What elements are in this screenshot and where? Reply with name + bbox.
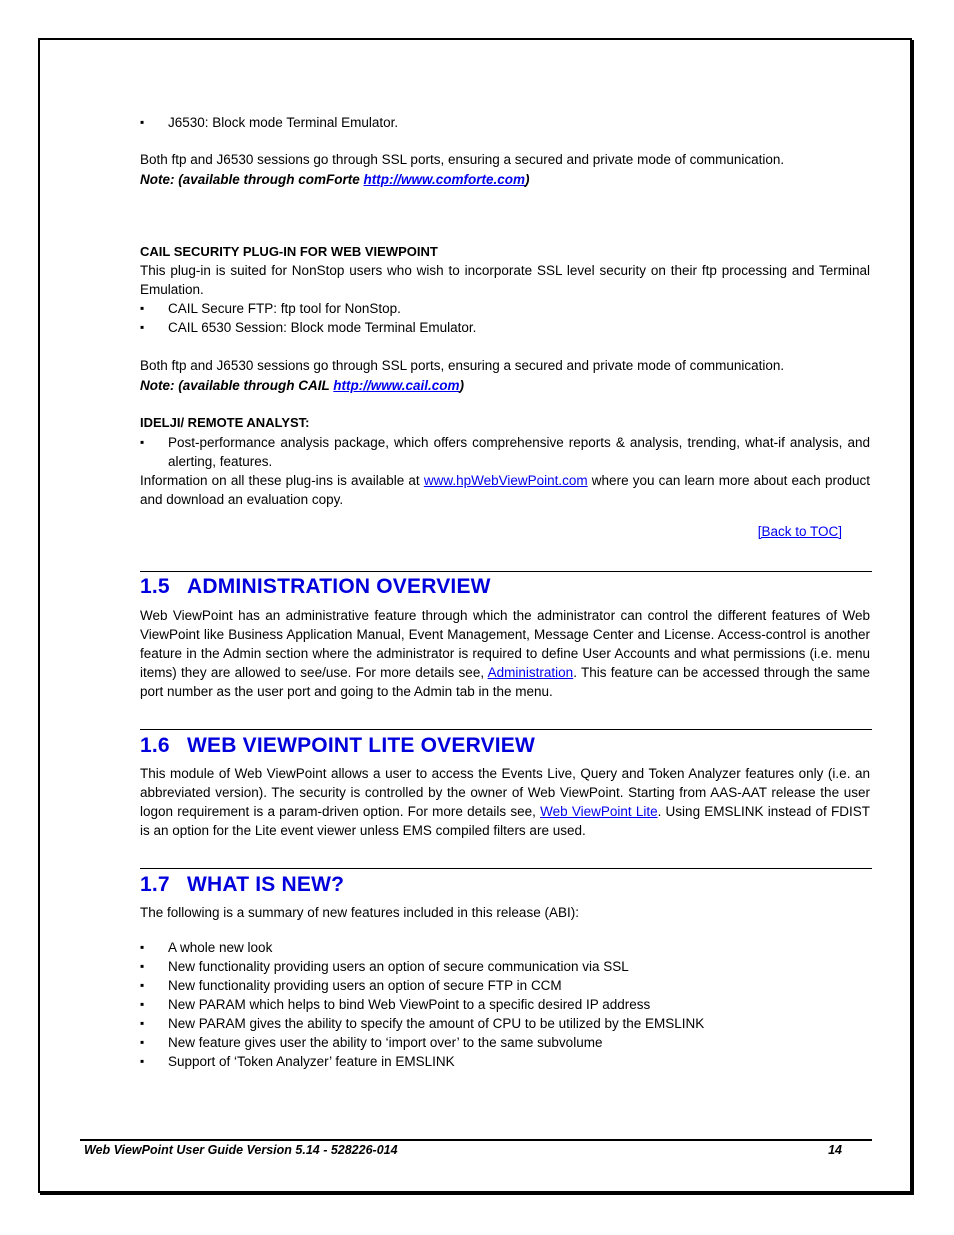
- section-1-5-text: Web ViewPoint has an administrative feature through which the administrator can control the different features of Web ViewPoint like Business Application Manual, Event Management, Message Center and License. Access-control is another feature in the Admin section where the administrator is required to define User Accounts and what permissions (i.e. menu items) they are allowed to see/use. For more details see, Administration. This feature can be accessed through the same port number as the user port and going to the Admin tab in the menu.: [140, 608, 870, 699]
- list-item: ▪ New feature gives user the ability to ‘import over’ to the same subvolume: [140, 1033, 870, 1052]
- section-heading-1-5: 1.5 ADMINISTRATION OVERVIEW: [140, 575, 491, 598]
- list-item: ▪ New PARAM which helps to bind Web ViewPoint to a specific desired IP address: [140, 995, 870, 1014]
- section-divider: [140, 729, 872, 730]
- section-heading-1-6: 1.6 WEB VIEWPOINT LITE OVERVIEW: [140, 734, 536, 757]
- intro-ssl-text: Both ftp and J6530 sessions go through SSL ports, ensuring a secured and private mode of communication.: [140, 152, 785, 167]
- web-viewpoint-lite-link[interactable]: Web ViewPoint Lite: [540, 804, 658, 819]
- page-number: 14: [828, 1143, 842, 1157]
- cail-bullet-list: [140, 299, 870, 337]
- list-item: ▪ J6530: Block mode Terminal Emulator.: [140, 113, 870, 132]
- idelji-bullet-list: [140, 433, 870, 471]
- hpwebviewpoint-link[interactable]: www.hpWebViewPoint.com: [423, 473, 588, 488]
- back-to-toc-link[interactable]: [Back to TOC]: [757, 524, 842, 539]
- list-item: ▪ CAIL 6530 Session: Block mode Terminal Emulator.: [140, 318, 870, 337]
- list-item: ▪ New functionality providing users an option of secure communication via SSL: [140, 957, 870, 976]
- idelji-info-text: Information on all these plug-ins is available at www.hpWebViewPoint.com where you can learn more about each product and download an evaluation copy.: [140, 473, 870, 507]
- cail-heading: CAIL SECURITY PLUG-IN FOR WEB VIEWPOINT: [140, 244, 438, 259]
- cail-ssl-text: Both ftp and J6530 sessions go through SSL ports, ensuring a secured and private mode of communication.: [140, 358, 785, 373]
- section-heading-1-7: 1.7 WHAT IS NEW?: [140, 873, 345, 896]
- footer-title: Web ViewPoint User Guide Version 5.14 - 528226-014: [84, 1143, 398, 1157]
- section-divider: [140, 571, 872, 572]
- intro-bullet-list: [140, 113, 870, 132]
- section-1-7-intro: The following is a summary of new features included in this release (ABI):: [140, 905, 579, 920]
- administration-link[interactable]: Administration: [487, 665, 574, 680]
- footer-divider: [80, 1139, 872, 1141]
- comforte-link[interactable]: http://www.comforte.com: [363, 172, 526, 187]
- section-1-6-text: This module of Web ViewPoint allows a user to access the Events Live, Query and Token Analyzer features only (i.e. an abbreviated version). The security is controlled by the owner of Web ViewPoint. Starting from AAS-AAT release the user logon requirement is a param-driven option. For more details see, Web ViewPoint Lite. Using EMSLINK instead of FDIST is an option for the Lite event viewer unless EMS compiled filters are used.: [140, 766, 870, 838]
- list-item: ▪ Post-performance analysis package, which offers comprehensive reports & analysis, trending, what-if analysis, and alerting, features.: [140, 433, 870, 471]
- whats-new-bullet-list: [140, 938, 870, 1071]
- cail-text: This plug-in is suited for NonStop users who wish to incorporate SSL level security on their ftp processing and Terminal Emulation.: [140, 263, 870, 297]
- cail-note: Note: (available through CAIL http://www.cail.com): [140, 378, 465, 393]
- intro-note: Note: (available through comForte http://www.comforte.com): [140, 172, 530, 187]
- list-item: ▪ Support of ‘Token Analyzer’ feature in EMSLINK: [140, 1052, 870, 1071]
- list-item: ▪ New functionality providing users an option of secure FTP in CCM: [140, 976, 870, 995]
- idelji-heading: IDELJI/ REMOTE ANALYST:: [140, 415, 310, 430]
- page-footer: [84, 1143, 844, 1157]
- cail-link[interactable]: http://www.cail.com: [333, 378, 460, 393]
- section-divider: [140, 868, 872, 869]
- list-item: ▪ New PARAM gives the ability to specify the amount of CPU to be utilized by the EMSLINK: [140, 1014, 870, 1033]
- list-item: ▪ A whole new look: [140, 938, 870, 957]
- list-item: ▪ CAIL Secure FTP: ftp tool for NonStop.: [140, 299, 870, 318]
